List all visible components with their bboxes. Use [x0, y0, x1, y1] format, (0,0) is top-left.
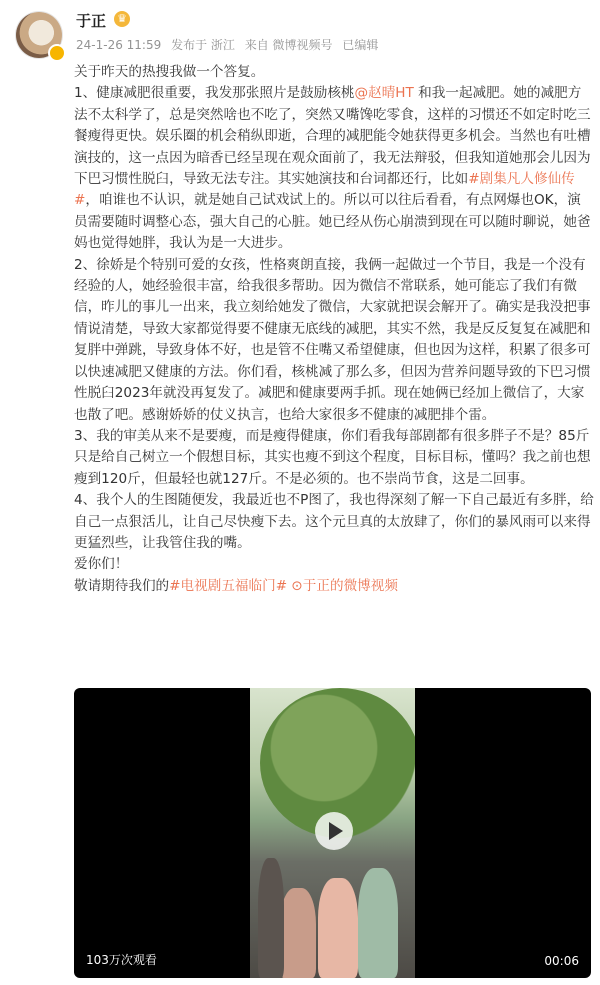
- paragraph-text: 4、我个人的生图随便发，我最近也不P图了，我也得深刻了解一下自己最近有多胖，给自己一点狠活儿，让自己尽快瘦下去。这个元旦真的太放肆了，你们的暴风雨可以来得更猛烈些，让我管住我的嘴。: [74, 492, 594, 551]
- figure-image: [358, 868, 398, 978]
- paragraph-text: 3、我的审美从来不是要瘦，而是瘦得健康，你们看我每部剧都有很多胖子不是？85斤只是给自己树立一个假想目标，其实也瘦不到这个程度，目标目标，懂吗？我之前也想瘦到120斤，但最轻也就127斤。不是必须的。也不崇尚节食，这是二回事。: [74, 427, 591, 487]
- inline-link[interactable]: ⊙于正的微博视频: [291, 577, 398, 594]
- figure-image: [258, 858, 284, 978]
- figure-image: [280, 888, 316, 978]
- post-content: [74, 62, 594, 597]
- post-header: [10, 8, 590, 58]
- paragraph-text: ，咱谁也不认识，就是她自己试戏试上的。所以可以往后看看，有点网爆也OK，演员需要随时调整心态，强大自己的心脏。她已经从伤心崩溃到现在可以随时聊说，她爸妈也觉得她胖，我认为是一大进步。: [74, 192, 591, 252]
- post-paragraph: [74, 426, 594, 490]
- post-paragraph: [74, 490, 594, 554]
- video-duration: 00:06: [544, 954, 579, 968]
- vip-crown-icon: ♛: [114, 11, 130, 27]
- paragraph-text: 关于昨天的热搜我做一个答复。: [74, 64, 265, 80]
- post-edited[interactable]: 已编辑: [342, 38, 379, 52]
- post-paragraph: [74, 576, 594, 597]
- post-time[interactable]: 24-1-26 11:59: [76, 38, 162, 52]
- video-player[interactable]: [74, 688, 591, 978]
- verified-badge-icon: [48, 44, 66, 62]
- author-name[interactable]: 于正: [76, 12, 107, 30]
- paragraph-text: 爱你们！: [74, 556, 129, 573]
- post-paragraph: [74, 255, 594, 426]
- paragraph-text: 1、健康减肥很重要，我发那张照片是鼓励核桃: [74, 85, 355, 102]
- paragraph-text: 2、徐娇是个特别可爱的女孩，性格爽朗直接，我俩一起做过一个节目，我是一个没有经验的人，她经验很丰富，给我很多帮助。因为微信不常联系，她可能忘了我们有微信，昨儿的事儿一出来，我立刻给她发了微信，大家就把误会解开了。确实是我没把事情说清楚，导致大家都觉得要不健康无底线的减肥，其实不然，我是反反复复在减肥和复胖中弹跳，导致身体不好，也是管不住嘴又希望健康，但也因为这样，积累了很多可以快速减肥又健康的方法。你们看，核桃减了那么多，但因为营养问题导致的下巴习惯性脱臼2023年就没再复发了。减肥和健康要两手抓。现在她俩已经加上微信了，大家也散了吧。感谢娇娇的仗义执言，也给大家很多不健康的减肥排个雷。: [74, 256, 591, 423]
- play-button[interactable]: [315, 812, 353, 850]
- post-paragraph: [74, 554, 594, 575]
- inline-link[interactable]: @赵晴HT: [354, 85, 414, 102]
- inline-link[interactable]: #电视剧五福临门#: [169, 577, 288, 594]
- view-count: 103万次观看: [86, 953, 157, 967]
- paragraph-text: 和我一起减肥。她的减肥方法不太科学了，总是突然啥也不吃了，突然又嘴馋吃零食，这样的习惯还不如定时吃三餐瘦得更快。娱乐圈的机会稍纵即逝，合理的减肥能令她获得更多机会。当然也有吐槽演技的，这一点因为暗香已经呈现在观众面前了，我无法辩驳，但我知道她那会儿因为下巴习惯性脱臼，导致无法专注。其实她演技和台词都还行，比如: [74, 85, 591, 188]
- post-paragraph: [74, 62, 594, 83]
- paragraph-text: 敬请期待我们的: [74, 577, 170, 594]
- inline-link[interactable]: #剧集凡人修仙传#: [74, 171, 575, 209]
- post-meta: [76, 36, 384, 53]
- post-source[interactable]: 来自 微博视频号: [244, 38, 333, 52]
- post-paragraph: [74, 83, 594, 254]
- figure-image: [318, 878, 358, 978]
- post-location: 发布于 浙江: [171, 38, 235, 52]
